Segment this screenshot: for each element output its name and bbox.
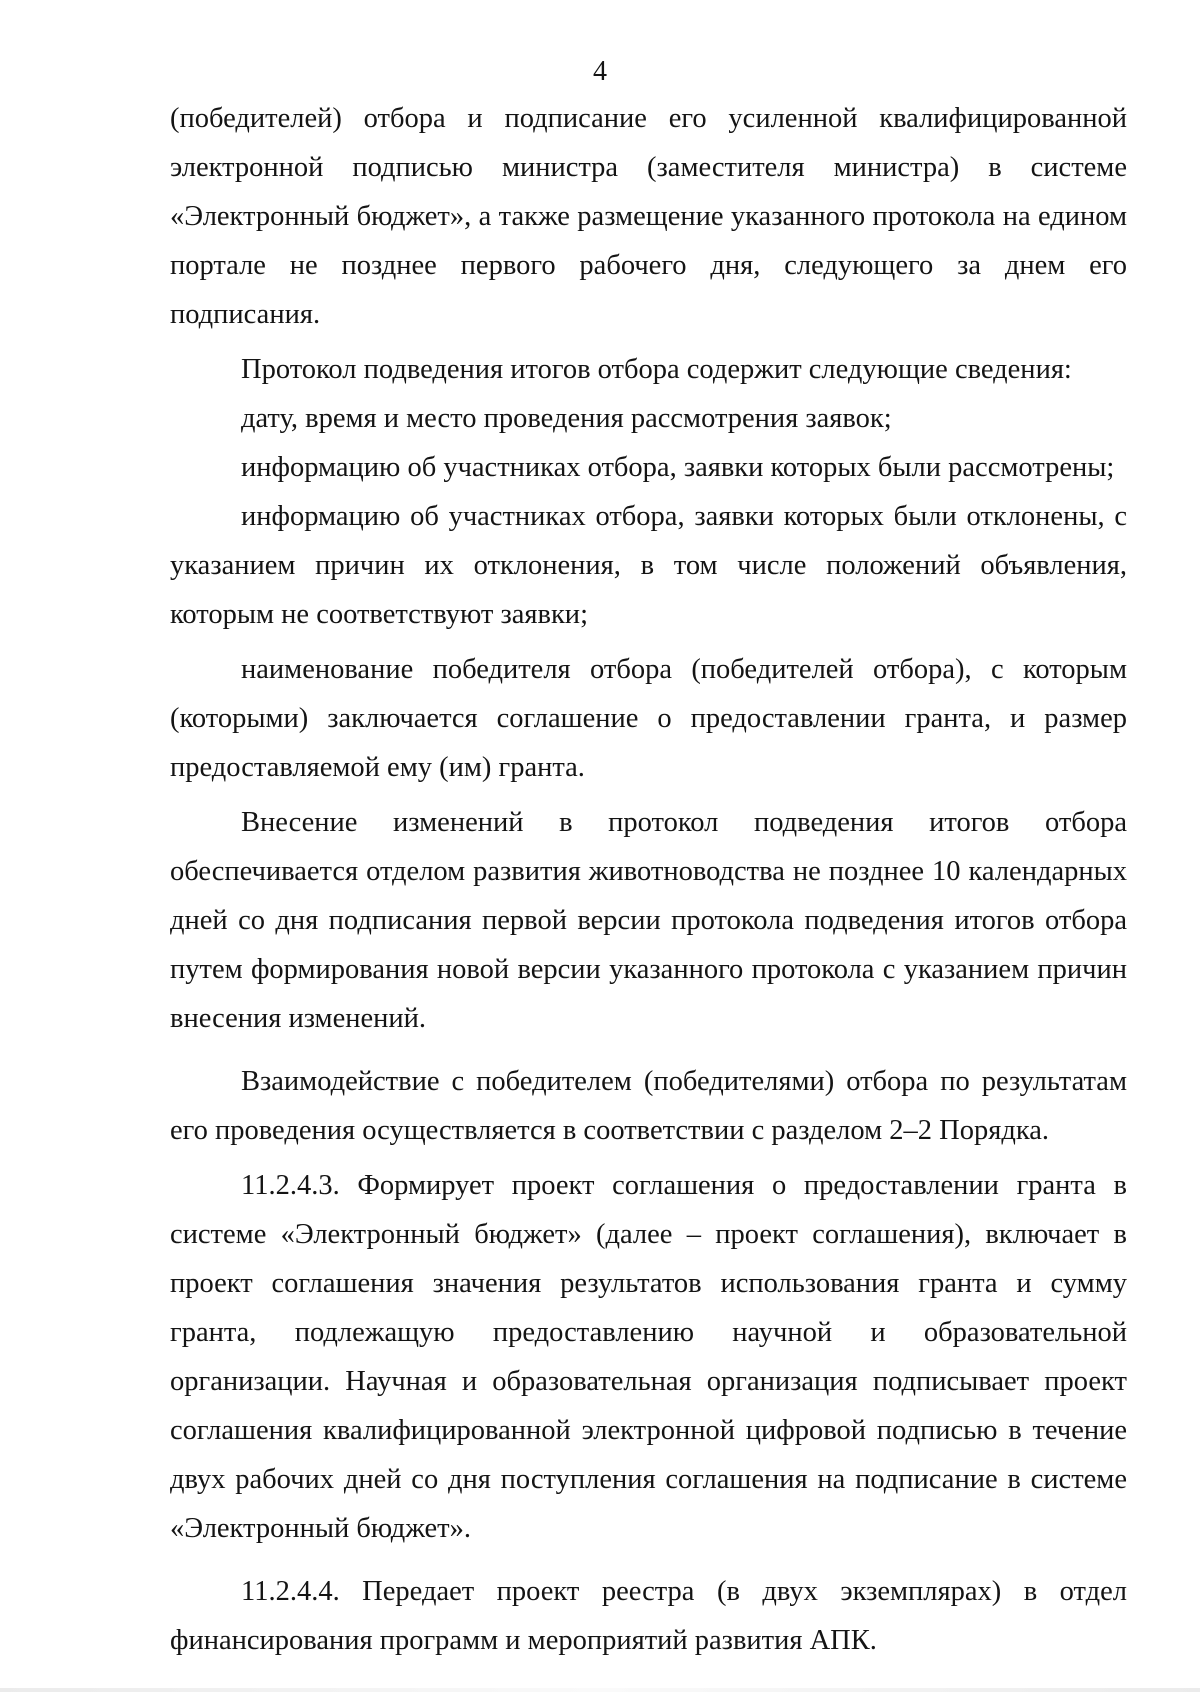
paragraph-date-time-place: дату, время и место проведения рассмотрения заявок; — [241, 403, 892, 434]
scan-bottom-edge — [0, 1688, 1200, 1692]
paragraph-winner-interaction: Взаимодействие с победителем (победителями) отбора по результатам его проведения осуществляется в соответствии с разделом 2–2 Порядка. — [170, 1066, 1127, 1146]
paragraph-11-2-4-3: 11.2.4.3. Формирует проект соглашения о предоставлении гранта в системе «Электронный бюджет» (далее – проект соглашения), включает в проект соглашения значения результатов использования гранта и сумму гранта, подлежащую предоставлению научной и образовательной организации. Научная и образовательная организация подписывает проект соглашения квалифицированной электронной цифровой подписью в течение двух рабочих дней со дня поступления соглашения на подписание в системе «Электронный бюджет». — [170, 1170, 1127, 1544]
document-body — [170, 94, 1127, 1665]
paragraph-protocol-contents: Протокол подведения итогов отбора содержит следующие сведения: — [241, 354, 1072, 385]
paragraph-11-2-4-4: 11.2.4.4. Передает проект реестра (в двух экземплярах) в отдел финансирования программ и мероприятий развития АПК. — [170, 1576, 1127, 1656]
paragraph-reviewed-participants: информацию об участниках отбора, заявки которых были рассмотрены; — [241, 452, 1115, 483]
page-number: 4 — [593, 56, 607, 87]
paragraph-rejected-participants: информацию об участниках отбора, заявки которых были отклонены, с указанием причин их отклонения, в том числе положений объявления, которым не соответствуют заявки; — [170, 501, 1127, 630]
paragraph-protocol-signing: (победителей) отбора и подписание его усиленной квалифицированной электронной подписью министра (заместителя министра) в системе «Электронный бюджет», а также размещение указанного протокола на едином портале не позднее первого рабочего дня, следующего за днем его подписания. — [170, 103, 1127, 330]
paragraph-winner-name: наименование победителя отбора (победителей отбора), с которым (которыми) заключается соглашение о предоставлении гранта, и размер предоставляемой ему (им) гранта. — [170, 654, 1127, 783]
paragraph-protocol-changes: Внесение изменений в протокол подведения итогов отбора обеспечивается отделом развития животноводства не позднее 10 календарных дней со дня подписания первой версии протокола подведения итогов отбора путем формирования новой версии указанного протокола с указанием причин внесения изменений. — [170, 807, 1127, 1034]
